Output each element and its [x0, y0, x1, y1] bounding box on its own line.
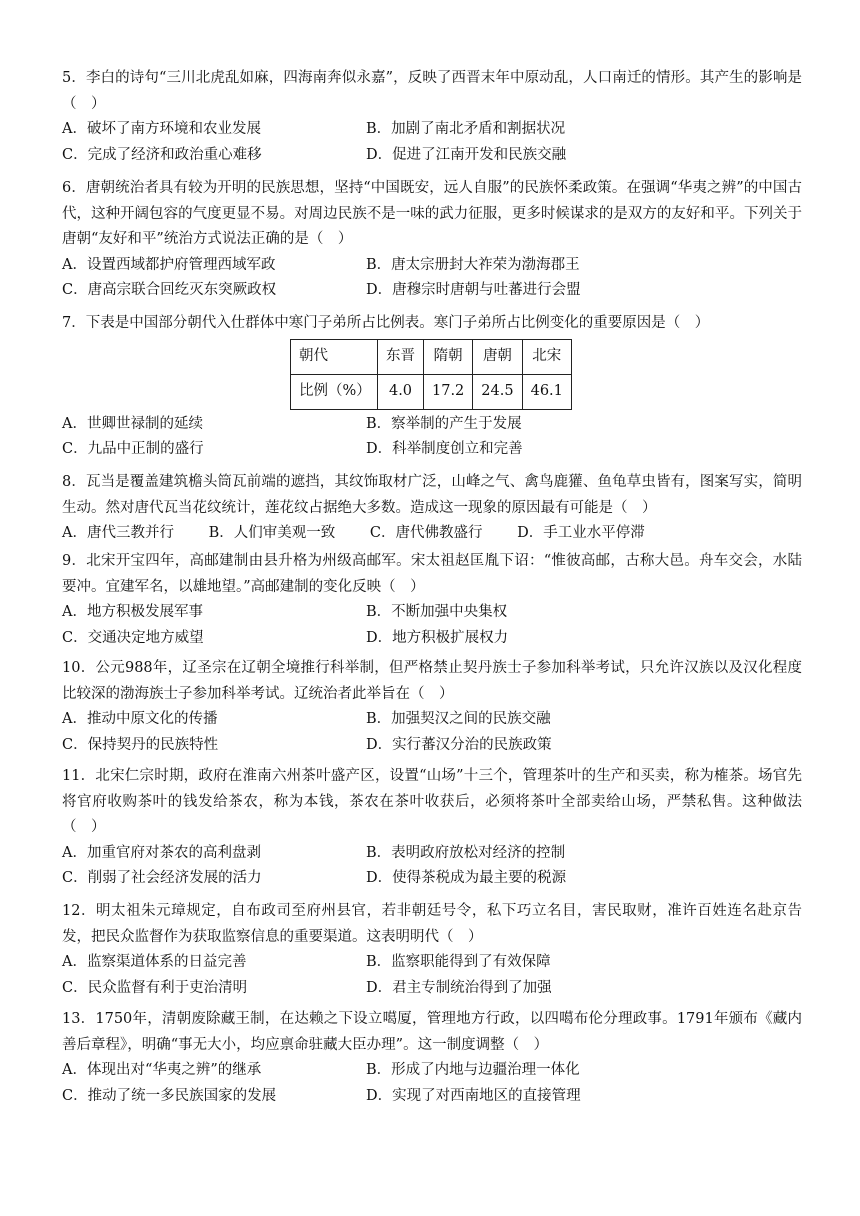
- option-c[interactable]: C．唐高宗联合回纥灭东突厥政权: [62, 282, 277, 298]
- option-a[interactable]: A．地方积极发展军事: [62, 604, 203, 620]
- option-a[interactable]: A．体现出对“华夷之辨”的继承: [62, 1062, 262, 1078]
- option-c[interactable]: C．民众监督有利于吏治清明: [62, 979, 248, 996]
- table-cell: 隋朝: [424, 339, 473, 374]
- options-row: [62, 733, 802, 759]
- options-row: [62, 521, 802, 547]
- table-cell: 北宋: [522, 339, 571, 374]
- table-cell: 朝代: [291, 339, 378, 374]
- option-d[interactable]: D．唐穆宗时唐朝与吐蕃进行会盟: [366, 282, 581, 298]
- option-b[interactable]: B．监察职能得到了有效保障: [366, 954, 551, 970]
- table-row: [291, 339, 572, 374]
- option-c[interactable]: C．削弱了社会经济发展的活力: [62, 870, 262, 886]
- option-b[interactable]: B．不断加强中央集权: [366, 604, 508, 620]
- option-a[interactable]: A．监察渠道体系的日益完善: [62, 954, 247, 970]
- option-c[interactable]: C．推动了统一多民族国家的发展: [62, 1087, 277, 1104]
- options-row: [62, 143, 802, 169]
- option-b[interactable]: B．唐太宗册封大祚荣为渤海郡王: [366, 256, 580, 273]
- option-d[interactable]: D．君主专制统治得到了加强: [366, 979, 552, 996]
- table-row: [291, 374, 572, 409]
- options-row: [62, 278, 802, 304]
- option-b[interactable]: B．形成了内地与边疆治理一体化: [366, 1062, 580, 1078]
- option-c[interactable]: C．九品中正制的盛行: [62, 441, 204, 457]
- question-stem: 11．北宋仁宗时期，政府在淮南六州茶叶盛产区，设置“山场”十三个，管理茶叶的生产和买卖，称为榷茶。场官先将官府收购茶叶的钱发给茶农，称为本钱，茶农在茶叶收获后，必须将茶叶全部卖给山场，严禁私售。这种做法（ ）: [62, 768, 802, 835]
- question-5: [62, 66, 802, 168]
- table-cell: 唐朝: [473, 339, 522, 374]
- option-d[interactable]: D．实行蕃汉分治的民族政策: [366, 736, 552, 753]
- option-a[interactable]: A．设置西域都护府管理西域军政: [62, 256, 276, 273]
- question-10: [62, 656, 802, 758]
- ratio-table: [290, 339, 572, 410]
- question-13: [62, 1007, 802, 1109]
- option-c[interactable]: C．完成了经济和政治重心难移: [62, 146, 262, 163]
- question-stem: 12．明太祖朱元璋规定，自布政司至府州县官，若非朝廷号令，私下巧立名目，害民取财，准许百姓连名赴京告发，把民众监督作为获取监察信息的重要渠道。这表明明代（ ）: [62, 903, 802, 945]
- question-stem: 7．下表是中国部分朝代入仕群体中寒门子弟所占比例表。寒门子弟所占比例变化的重要原因是（ ）: [62, 315, 710, 331]
- option-c[interactable]: C．保持契丹的民族特性: [62, 736, 219, 753]
- option-a[interactable]: A．加重官府对茶农的高利盘剥: [62, 844, 261, 861]
- option-c[interactable]: C．交通决定地方威望: [62, 629, 204, 646]
- option-d[interactable]: D．实现了对西南地区的直接管理: [366, 1087, 581, 1104]
- option-a[interactable]: A．唐代三教并行: [62, 525, 174, 541]
- option-b[interactable]: B．表明政府放松对经济的控制: [366, 844, 566, 861]
- question-7: [62, 311, 802, 463]
- table-cell: 46.1: [522, 374, 571, 409]
- options-row: [62, 626, 802, 652]
- question-6: [62, 176, 802, 304]
- options-row: [62, 866, 802, 892]
- question-8: [62, 470, 802, 547]
- option-b[interactable]: B．加强契汉之间的民族交融: [366, 711, 551, 727]
- option-d[interactable]: D．科举制度创立和完善: [366, 441, 523, 457]
- option-d[interactable]: D．地方积极扩展权力: [366, 629, 509, 646]
- table-cell: 17.2: [424, 374, 473, 409]
- question-stem: 13．1750年，清朝废除藏王制，在达赖之下设立噶厦，管理地方行政，以四噶布伦分理政事。1791年颁布《藏内善后章程》，明确“事无大小，均应禀命驻藏大臣办理”。这一制度调整（ ）: [62, 1011, 802, 1053]
- question-9: [62, 549, 802, 651]
- question-12: [62, 899, 802, 1001]
- options-row: [62, 1058, 802, 1084]
- option-a[interactable]: A．破坏了南方环境和农业发展: [62, 121, 261, 137]
- option-b[interactable]: B．察举制的产生于发展: [366, 415, 522, 432]
- options-row: [62, 950, 802, 976]
- option-a[interactable]: A．世卿世禄制的延续: [62, 415, 203, 432]
- options-row: [62, 437, 802, 463]
- question-11: [62, 764, 802, 892]
- options-row: [62, 841, 802, 867]
- options-row: [62, 976, 802, 1002]
- option-b[interactable]: B．加剧了南北矛盾和割据状况: [366, 121, 566, 137]
- question-stem: 8．瓦当是覆盖建筑檐头筒瓦前端的遮挡，其纹饰取材广泛，山峰之气、禽鸟鹿獾、鱼龟草虫皆有，图案写实，简明生动。然对唐代瓦当花纹统计，莲花纹占据绝大多数。造成这一现象的原因最有可能是（ ）: [62, 474, 802, 516]
- option-c[interactable]: C．唐代佛教盛行: [369, 525, 483, 541]
- question-stem: 6．唐朝统治者具有较为开明的民族思想，坚持“中国既安，远人自服”的民族怀柔政策。在强调“华夷之辨”的中国古代，这种开阔包容的气度更显不易。对周边民族不是一味的武力征服，更多时候谋求的是双方的友好和平。下列关于唐朝“友好和平”统治方式说法正确的是（ ）: [62, 180, 802, 247]
- option-d[interactable]: D．促进了江南开发和民族交融: [366, 146, 567, 163]
- option-d[interactable]: D．使得茶税成为最主要的税源: [366, 870, 567, 886]
- options-row: [62, 1084, 802, 1110]
- question-stem: 10．公元988年，辽圣宗在辽朝全境推行科举制，但严格禁止契丹族士子参加科举考试，只允许汉族以及汉化程度比较深的渤海族士子参加科举考试。辽统治者此举旨在（ ）: [62, 660, 802, 702]
- question-stem: 5．李白的诗句“三川北虎乱如麻，四海南奔似永嘉”，反映了西晋末年中原动乱，人口南迁的情形。其产生的影响是（ ）: [62, 70, 802, 112]
- table-cell: 4.0: [378, 374, 424, 409]
- options-row: [62, 253, 802, 279]
- option-a[interactable]: A．推动中原文化的传播: [62, 711, 218, 727]
- question-stem: 9．北宋开宝四年，高邮建制由县升格为州级高邮军。宋太祖赵匡胤下诏：“惟彼高邮，古称大邑。舟车交会，水陆要冲。宜建军名，以雄地望。”高邮建制的变化反映（ ）: [62, 553, 802, 595]
- option-d[interactable]: D．手工业水平停滞: [517, 525, 645, 541]
- options-row: [62, 412, 802, 438]
- options-row: [62, 117, 802, 143]
- table-cell: 比例（%）: [291, 374, 378, 409]
- option-b[interactable]: B．人们审美观一致: [208, 525, 336, 541]
- options-row: [62, 600, 802, 626]
- options-row: [62, 707, 802, 733]
- table-cell: 24.5: [473, 374, 522, 409]
- table-cell: 东晋: [378, 339, 424, 374]
